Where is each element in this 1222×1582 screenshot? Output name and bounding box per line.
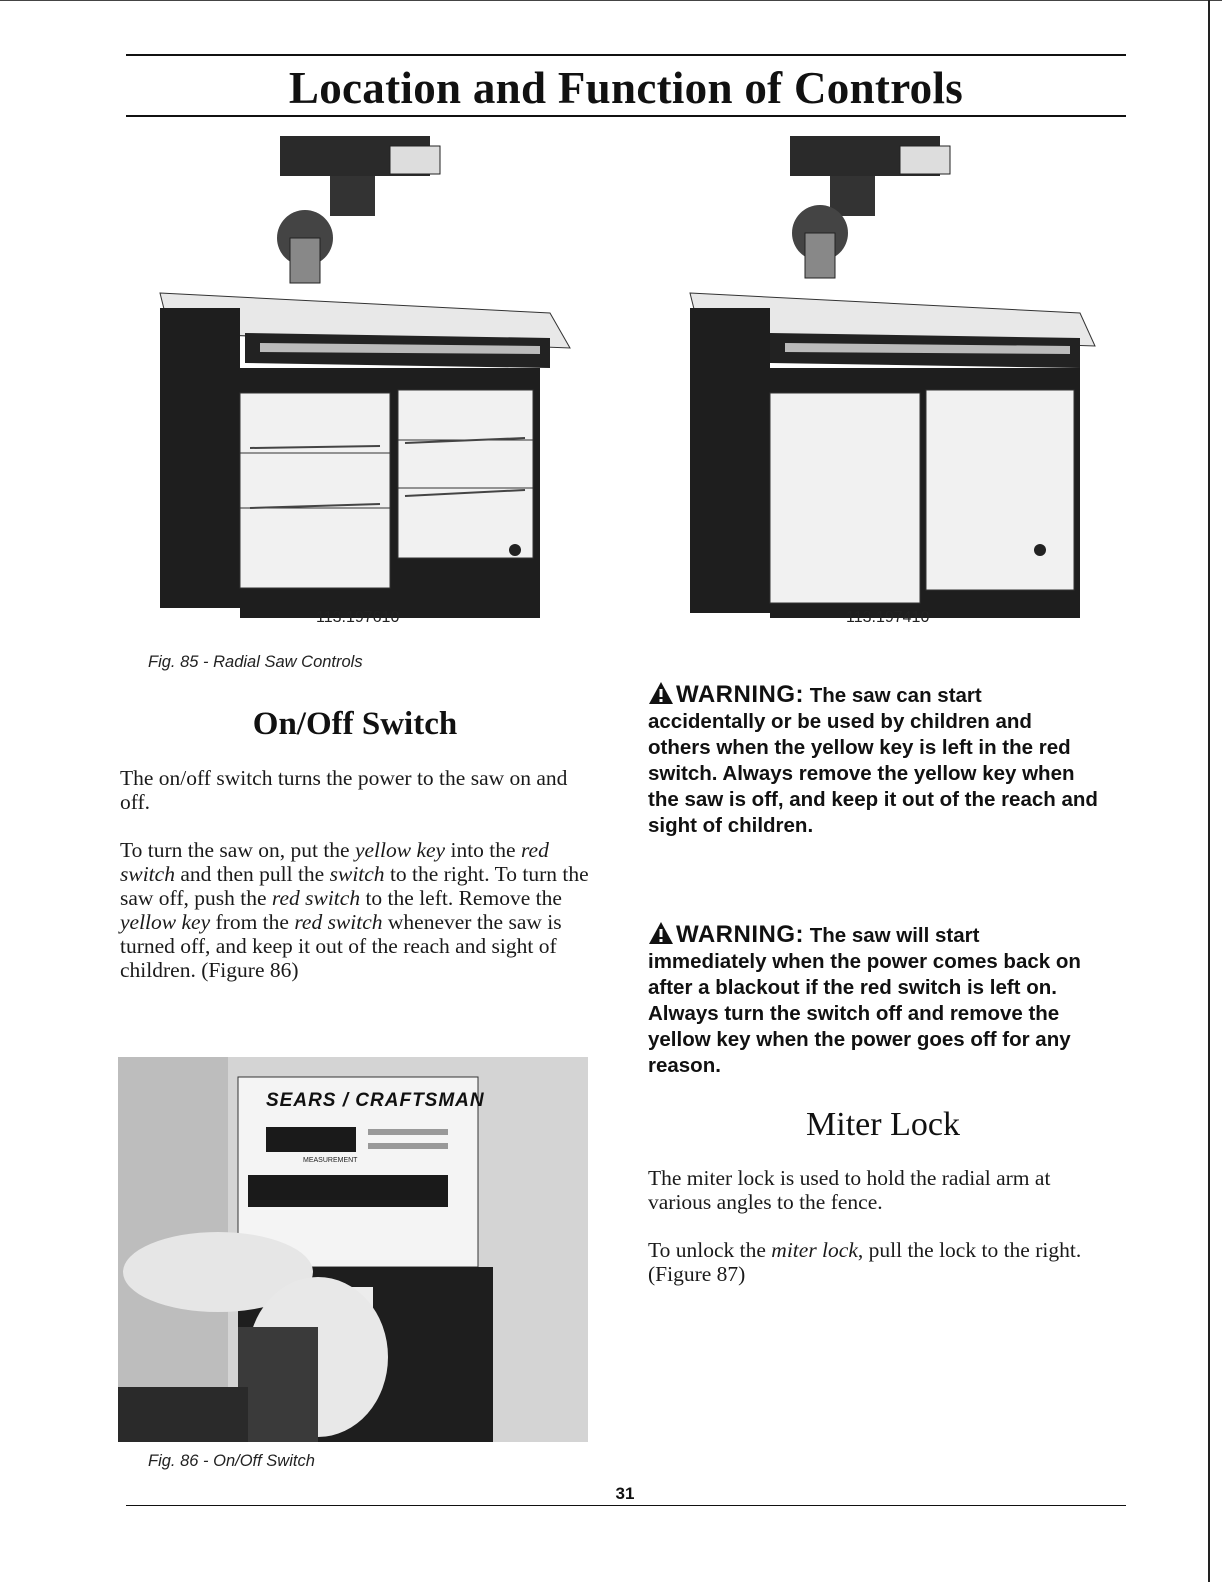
title-rule-bottom [126,115,1126,117]
fig86-caption: Fig. 86 - On/Off Switch [148,1452,315,1470]
warning-1-text: The saw can start accidentally or be used by children and others when the yellow key is left in the red switch. Always remove the yellow key when the saw is off, and keep it out of the reach and sight of children. [648,684,1098,837]
miter-paragraph-2: To unlock the miter lock, pull the lock to the right. (Figure 87) [648,1238,1082,1286]
switch-photo [118,1057,588,1442]
page-number: 31 [615,1484,635,1503]
miter-paragraph-1: The miter lock is used to hold the radial arm at various angles to the fence. [648,1166,1051,1214]
miter-heading: Miter Lock [806,1106,960,1143]
warning-triangle-icon [648,681,674,705]
fig85-caption: Fig. 85 - Radial Saw Controls [148,653,363,671]
warning-2 [648,921,1098,1079]
page-title: Location and Function of Controls [288,63,964,113]
warning-1-label: WARNING: [676,681,804,708]
footer-rule [126,1505,1126,1506]
miter-body [648,1166,1108,1310]
page-edge-right [1208,0,1210,1582]
warning-2-text: The saw will start immediately when the power comes back on after a blackout if the red switch is left on. Always turn the switch off and remove the yellow key when the power goes off for any reason. [648,924,1081,1077]
saw-photo-drawers [140,128,580,623]
onoff-paragraph-1: The on/off switch turns the power to the saw on and off. [120,766,568,814]
onoff-body [120,766,594,1006]
title-rule-top [126,54,1126,56]
left-model-number: 113.197610 [316,609,400,626]
onoff-paragraph-2: To turn the saw on, put the yellow key into the red switch and then pull the switch to the right. To turn the saw off, push the red switch to the left. Remove the yellow key from the red switch whenever the saw is turned off, and keep it out of the reach and sight of children. (Figure 86) [120,838,589,982]
switch-brand: SEARS / CRAFTSMAN [266,1090,485,1111]
onoff-heading: On/Off Switch [252,706,458,742]
switch-panel-label: MEASUREMENT [303,1157,358,1164]
saw-photo-doors [680,128,1110,623]
warning-1 [648,681,1098,839]
warning-2-label: WARNING: [676,921,804,948]
warning-triangle-icon [648,921,674,945]
right-model-number: 113.197410 [846,609,930,626]
page-edge-top [0,0,1222,1]
